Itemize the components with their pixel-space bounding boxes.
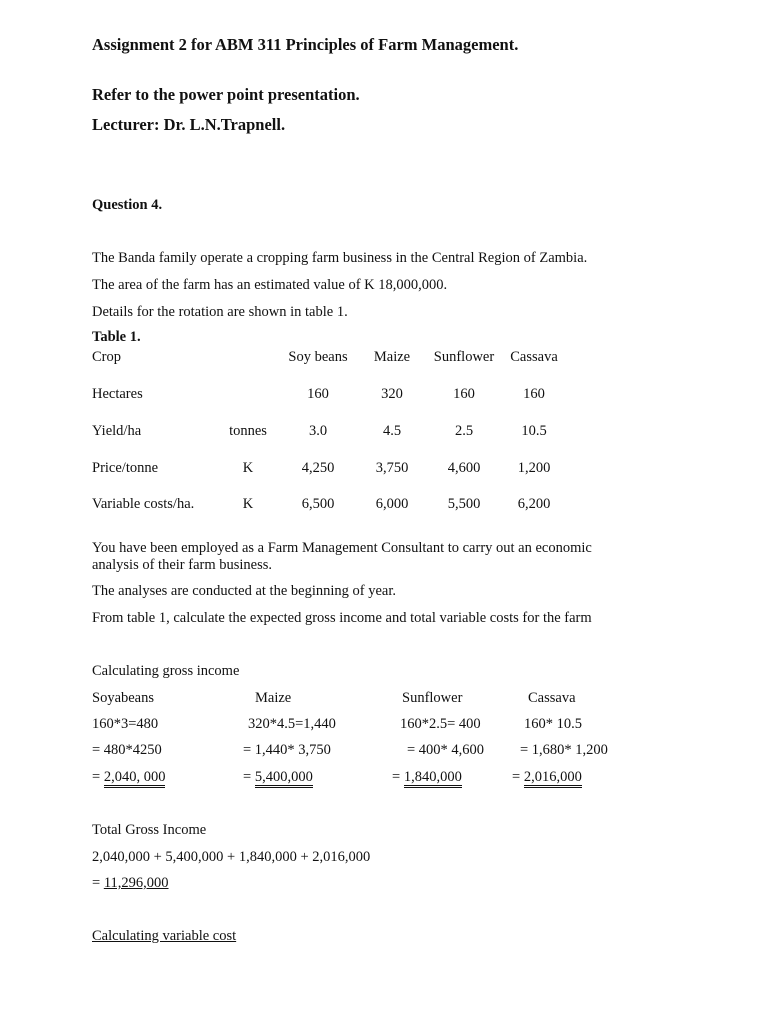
intro-line-2: The area of the farm has an estimated value of K 18,000,000. — [92, 277, 448, 293]
intro-line-1: The Banda family operate a cropping farm business in the Central Region of Zambia. — [92, 250, 588, 266]
gross-col-name: Sunflower — [402, 690, 463, 706]
gross-calc-line: = 1,680* 1,200 — [520, 742, 608, 758]
table-cell: 2.5 — [454, 423, 474, 439]
gross-income-heading: Calculating gross income — [92, 663, 240, 679]
refer-note: Refer to the power point presentation. — [92, 85, 360, 104]
question-heading: Question 4. — [92, 197, 163, 213]
table-cell: 1,200 — [517, 460, 551, 476]
intro-line-3: Details for the rotation are shown in table 1. — [92, 304, 348, 320]
table-caption: Table 1. — [92, 329, 141, 345]
table-row-unit: K — [242, 496, 254, 512]
variable-cost-heading: Calculating variable cost — [92, 928, 237, 944]
table-col-header: Sunflower — [433, 349, 495, 365]
gross-result-cassava: = 2,016,000 — [512, 768, 582, 786]
total-result-value: 11,296,000 — [103, 875, 169, 891]
table-cell: 160 — [307, 386, 329, 402]
table-col-header: Soy beans — [288, 349, 348, 365]
gross-calc-line: = 400* 4,600 — [407, 742, 485, 758]
table-row-label: Variable costs/ha. — [92, 496, 195, 512]
table-cell: 4,250 — [301, 460, 335, 476]
table-col-header: Maize — [373, 349, 411, 365]
task-line-4: From table 1, calculate the expected gross income and total variable costs for the farm — [92, 610, 592, 626]
gross-col-name: Soyabeans — [92, 690, 155, 706]
gross-col-name: Cassava — [528, 690, 576, 706]
gross-result-value: 2,016,000 — [524, 769, 582, 788]
table-crop-label: Crop — [92, 349, 121, 365]
document-title: Assignment 2 for ABM 311 Principles of Farm Management. — [92, 35, 519, 54]
task-line-3: The analyses are conducted at the beginning of year. — [92, 583, 396, 599]
total-gross-income-result: = 11,296,000 — [92, 875, 169, 891]
table-row-label: Yield/ha — [92, 423, 142, 439]
gross-result-maize: = 5,400,000 — [243, 768, 313, 786]
table-row-unit: tonnes — [229, 423, 267, 439]
gross-result-sunflower: = 1,840,000 — [392, 768, 462, 786]
gross-result-value: 5,400,000 — [255, 769, 313, 788]
gross-result-value: 2,040, 000 — [104, 769, 166, 788]
gross-col-name: Maize — [255, 690, 292, 706]
total-gross-income-heading: Total Gross Income — [92, 822, 207, 838]
table-row-label: Hectares — [92, 386, 143, 402]
gross-calc-line: 320*4.5=1,440 — [248, 716, 336, 732]
table-row-label: Price/tonne — [92, 460, 159, 476]
lecturer-line: Lecturer: Dr. L.N.Trapnell. — [92, 115, 286, 134]
table-col-header: Cassava — [510, 349, 558, 365]
gross-calc-line: = 1,440* 3,750 — [243, 742, 331, 758]
table-cell: 320 — [381, 386, 403, 402]
gross-result-soyabeans: = 2,040, 000 — [92, 768, 165, 786]
task-line-2: analysis of their farm business. — [92, 557, 273, 573]
task-line-1: You have been employed as a Farm Management Consultant to carry out an economic — [92, 540, 592, 556]
table-cell: 160 — [523, 386, 545, 402]
table-cell: 6,500 — [301, 496, 335, 512]
gross-calc-line: = 480*4250 — [92, 742, 162, 758]
table-cell: 10.5 — [521, 423, 547, 439]
table-cell: 160 — [453, 386, 475, 402]
table-row-unit: K — [242, 460, 254, 476]
table-cell: 6,000 — [375, 496, 409, 512]
gross-calc-line: 160* 10.5 — [524, 716, 582, 732]
table-cell: 5,500 — [447, 496, 481, 512]
gross-result-value: 1,840,000 — [404, 769, 462, 788]
total-gross-income-sum: 2,040,000 + 5,400,000 + 1,840,000 + 2,016,000 — [92, 849, 371, 865]
table-cell: 4.5 — [382, 423, 402, 439]
table-cell: 4,600 — [447, 460, 481, 476]
table-cell: 6,200 — [517, 496, 551, 512]
table-cell: 3,750 — [375, 460, 409, 476]
gross-calc-line: 160*3=480 — [92, 716, 159, 732]
table-cell: 3.0 — [308, 423, 328, 439]
gross-calc-line: 160*2.5= 400 — [400, 716, 481, 732]
